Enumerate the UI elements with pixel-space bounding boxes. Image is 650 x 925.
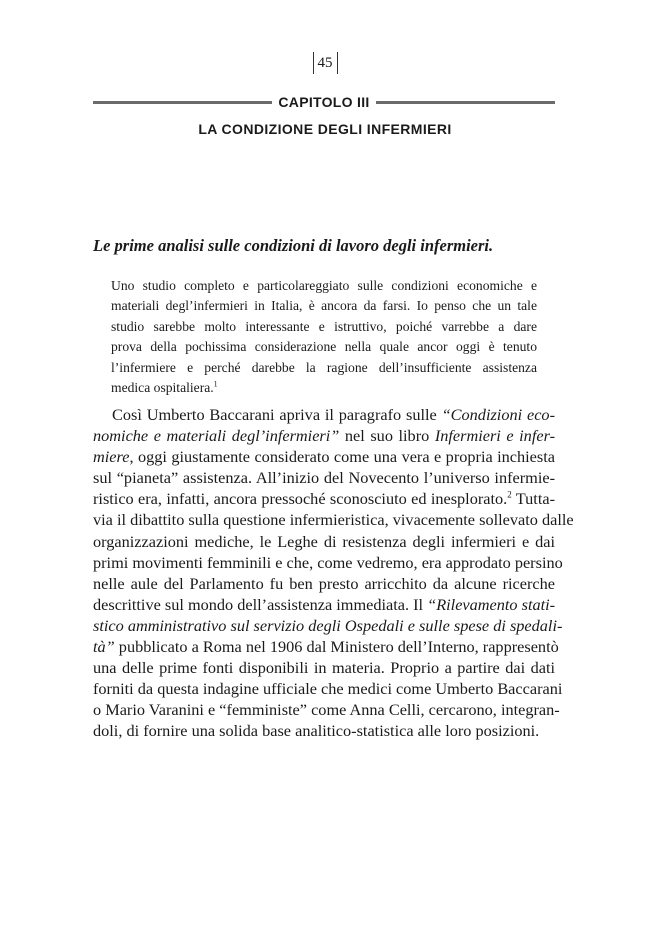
body-line: via il dibattito sulla questione infermieristica, vivacemente sollevato dalle — [93, 510, 574, 530]
footnote-ref-1: 1 — [213, 379, 218, 389]
body-line — [93, 636, 559, 657]
body-text-span: ristico era, infatti, ancora pressoché sconosciuto ed inesplorato. — [93, 489, 508, 509]
body-text-span: Così Umberto Baccarani apriva il paragrafo sulle — [112, 405, 442, 424]
chapter-rule-right — [376, 101, 555, 104]
body-line: nelle aule del Parlamento fu ben presto arricchito da alcune ricerche — [93, 573, 555, 593]
body-line — [93, 446, 555, 467]
body-line — [93, 615, 563, 636]
body-paragraph — [93, 404, 574, 742]
body-line — [93, 488, 555, 509]
body-line — [93, 404, 555, 425]
body-line: una delle prime fonti disponibili in materia. Proprio a partire dai dati — [93, 658, 555, 678]
body-italic-span: tà” — [93, 637, 115, 657]
chapter-header — [93, 93, 555, 111]
quote-line-text: medica ospitaliera. — [111, 380, 214, 396]
page-number-left-bar — [313, 52, 314, 74]
book-title: Infermieri e infer- — [434, 426, 555, 446]
chapter-title: LA CONDIZIONE DEGLI INFERMIERI — [198, 121, 452, 137]
body-line — [93, 425, 555, 446]
body-italic-span: stico amministrativo sul servizio degli Ospedali e sulle spese di spedali- — [93, 615, 563, 635]
body-text-span: pubblicato a Roma nel 1906 dal Ministero dell’Interno, rappresentò — [114, 637, 559, 657]
quote-line: prova della pochissima considerazione nella quale ancor oggi è tenuto — [111, 339, 537, 355]
body-line: organizzazioni mediche, le Leghe di resistenza degli infermieri e dai — [93, 531, 555, 551]
quote-line: l’infermiere e perché darebbe la ragione dell’insufficiente assistenza — [111, 359, 537, 375]
section-heading: Le prime analisi sulle condizioni di lavoro degli infermieri. — [93, 236, 494, 255]
body-text-span: , oggi giustamente considerato come una vera e propria inchiesta — [129, 447, 555, 467]
footnote-ref-2: 2 — [507, 489, 512, 500]
body-italic-span: “Condizioni eco- — [441, 405, 555, 424]
chapter-label: CAPITOLO III — [278, 94, 370, 110]
body-line: o Mario Varanini e “femministe” come Anna Celli, cercarono, integran- — [93, 700, 560, 720]
body-line: primi movimenti femminili e che, come vedremo, era approdato persino — [93, 552, 563, 572]
body-text-span: descrittive sul mondo dell’assistenza immediata. Il — [93, 594, 428, 614]
block-quote — [111, 276, 537, 398]
book-title: miere — [93, 447, 130, 467]
quote-line: Uno studio completo e particolareggiato sulle condizioni economiche e — [111, 278, 537, 293]
body-text-span: nel suo libro — [339, 426, 435, 446]
body-line — [93, 594, 555, 615]
body-line: forniti da questa indagine ufficiale che medici come Umberto Baccarani — [93, 679, 563, 699]
page-number-right-bar — [337, 52, 338, 74]
chapter-rule-left — [93, 101, 272, 104]
body-italic-span: “Rilevamento stati- — [427, 594, 556, 614]
page-number-value: 45 — [317, 55, 333, 71]
body-text-span: Tutta- — [511, 489, 555, 509]
body-line: sul “pianeta” assistenza. All’inizio del Novecento l’universo infermie- — [93, 468, 555, 488]
page-number — [0, 52, 650, 74]
body-line-last: doli, di fornire una solida base analitico-statistica alle loro posizioni. — [93, 721, 540, 741]
body-italic-span: nomiche e materiali degl’infermieri” — [93, 426, 340, 446]
quote-line: studio sarebbe molto interessante e istruttivo, poiché varrebbe a dare — [111, 318, 537, 334]
quote-line-last — [111, 378, 537, 398]
quote-line: materiali degl’infermieri in Italia, è ancora da farsi. Io penso che un tale — [111, 298, 537, 314]
